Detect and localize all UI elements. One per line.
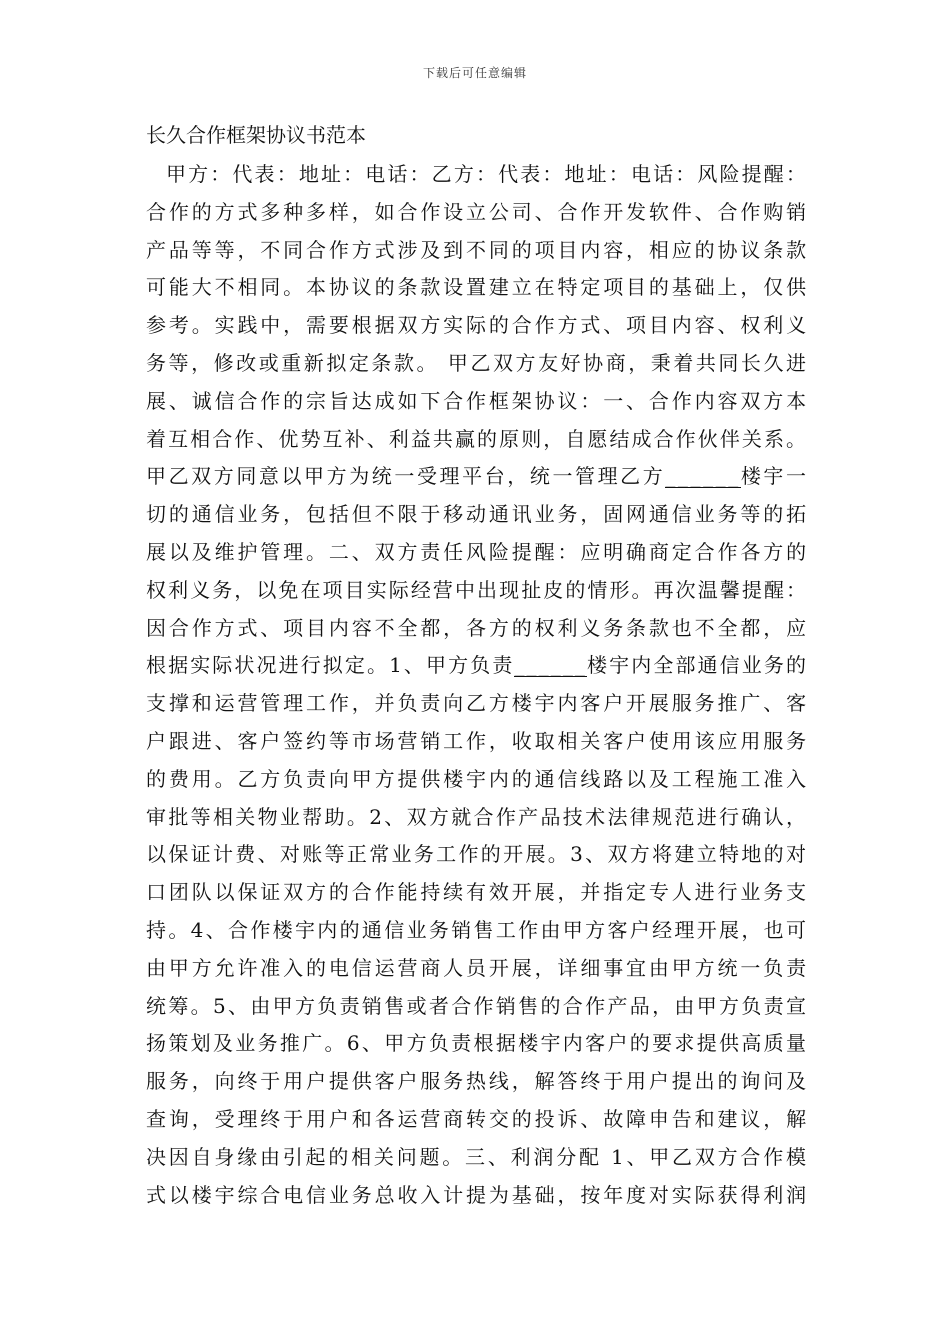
body-line: 户跟进、客户签约等市场营销工作，收取相关客户使用该应用服务 — [146, 728, 809, 753]
body-line: 甲方：代表：地址：电话：乙方：代表：地址：电话：风险提醒： — [166, 162, 809, 186]
body-line: 查询，受理终于用户和各运营商转交的投诉、故障申告和建议，解 — [146, 1106, 809, 1131]
line-text: 甲乙双方同意以甲方为统一受理平台，统一管理乙方 — [146, 464, 666, 489]
body-line: 权利义务，以免在项目实际经营中出现扯皮的情形。再次温馨提醒： — [146, 577, 809, 602]
body-line: 着互相合作、优势互补、利益共赢的原则，自愿结成合作伙伴关系。 — [146, 426, 809, 451]
body-line: 统筹。5、由甲方负责销售或者合作销售的合作产品，由甲方负责宣 — [146, 993, 809, 1018]
body-line: 展以及维护管理。二、双方责任风险提醒：应明确商定合作各方的 — [146, 539, 809, 564]
body-line — [146, 458, 809, 496]
document-title: 长久合作框架协议书范本 — [146, 123, 366, 147]
body-line: 展、诚信合作的宗旨达成如下合作框架协议：一、合作内容双方本 — [146, 388, 809, 413]
body-line: 务等，修改或重新拟定条款。 甲乙双方友好协商，秉着共同长久进 — [146, 350, 809, 375]
body-line: 因合作方式、项目内容不全都，各方的权利义务条款也不全都，应 — [146, 615, 809, 640]
line-text: 楼宇一 — [740, 464, 809, 489]
body-line: 决因自身缘由引起的相关问题。三、利润分配 1、甲乙双方合作模 — [146, 1144, 809, 1169]
line-text: 根据实际状况进行拟定。1、甲方负责 — [146, 653, 515, 678]
body-line: 口团队以保证双方的合作能持续有效开展，并指定专人进行业务支 — [146, 880, 809, 905]
fill-in-blank: ______ — [665, 464, 741, 489]
body-line: 审批等相关物业帮助。2、双方就合作产品技术法律规范进行确认， — [146, 804, 809, 829]
document-body — [146, 156, 809, 1214]
body-line: 参考。实践中，需要根据双方实际的合作方式、项目内容、权利义 — [146, 313, 809, 338]
body-line: 服务，向终于用户提供客户服务热线，解答终于用户提出的询问及 — [146, 1069, 809, 1094]
body-line — [146, 647, 809, 685]
fill-in-blank: ______ — [514, 653, 588, 678]
body-line: 可能大不相同。本协议的条款设置建立在特定项目的基础上，仅供 — [146, 275, 809, 300]
body-line: 式以楼宇综合电信业务总收入计提为基础，按年度对实际获得利润 — [146, 1182, 809, 1207]
line-text: 楼宇内全部通信业务的 — [587, 653, 809, 678]
body-line: 合作的方式多种多样，如合作设立公司、合作开发软件、合作购销 — [146, 199, 809, 224]
body-line: 由甲方允许准入的电信运营商人员开展，详细事宜由甲方统一负责 — [146, 955, 809, 980]
body-line: 扬策划及业务推广。6、甲方负责根据楼宇内客户的要求提供高质量 — [146, 1031, 809, 1056]
body-line: 支撑和运营管理工作，并负责向乙方楼宇内客户开展服务推广、客 — [146, 691, 809, 716]
body-line: 持。4、合作楼宇内的通信业务销售工作由甲方客户经理开展，也可 — [146, 917, 809, 942]
body-line: 以保证计费、对账等正常业务工作的开展。3、双方将建立特地的对 — [146, 842, 809, 867]
page-header: 下载后可任意编辑 — [422, 66, 527, 80]
body-line: 的费用。乙方负责向甲方提供楼宇内的通信线路以及工程施工准入 — [146, 766, 809, 791]
body-line: 切的通信业务，包括但不限于移动通讯业务，固网通信业务等的拓 — [146, 502, 809, 527]
body-line: 产品等等，不同合作方式涉及到不同的项目内容，相应的协议条款 — [146, 237, 809, 262]
